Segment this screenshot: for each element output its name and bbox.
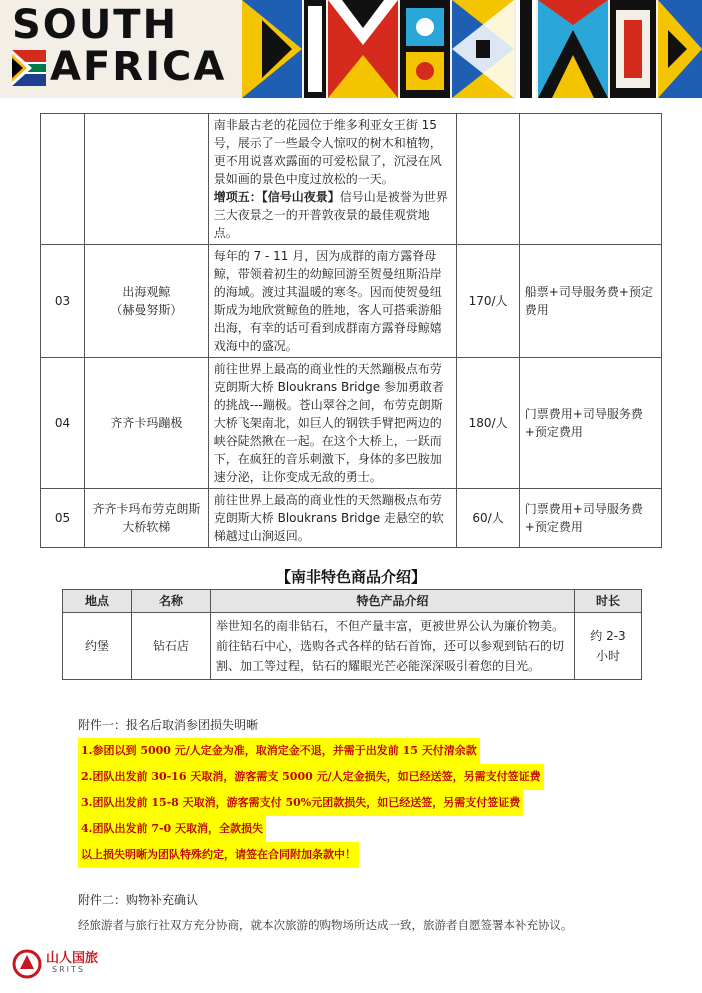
header-place: 地点	[63, 590, 132, 613]
activity-fee-includes: 门票费用+司导服务费+预定费用	[519, 358, 661, 489]
row-number: 04	[41, 358, 85, 489]
header-product-intro: 特色产品介绍	[211, 590, 575, 613]
attachment1-title: 附件一：报名后取消参团损失明晰	[78, 718, 259, 732]
extra-item-text: 信号山是被誉为世界三大夜景之一的开普敦夜景的最佳观赏地点。	[213, 190, 448, 240]
company-name-en: SRITS	[52, 965, 85, 974]
activity-description	[208, 114, 457, 245]
activity-description	[208, 489, 457, 548]
activity-fee-includes: 船票+司导服务费+预定费用	[519, 245, 661, 358]
south-africa-logo	[12, 2, 227, 90]
table-row	[63, 613, 642, 680]
activity-description-text: 南非最古老的花园位于维多利亚女王街 15号，展示了一些最令人惊叹的树木和植物，更不用说喜欢露面的可爱松鼠了，沉浸在风景如画的景色中度过放松的一天。	[213, 118, 442, 186]
activity-description-text: 前往世界上最高的商业性的天然蹦极点布劳克朗斯大桥 Bloukrans Bridge 走悬空的软梯越过山涧返回。	[213, 493, 444, 543]
company-logo	[12, 947, 102, 983]
activity-name: 齐齐卡玛蹦极	[84, 358, 208, 489]
cancellation-term-4: 4.团队出发前 7-0 天取消，全款损失	[78, 816, 266, 842]
header-duration: 时长	[575, 590, 642, 613]
shop-name: 钻石店	[132, 613, 211, 680]
activity-price: 180/人	[457, 358, 519, 489]
activity-description-text: 前往世界上最高的商业性的天然蹦极点布劳克朗斯大桥 Bloukrans Bridge 参加勇敢者的挑战---蹦极。苍山翠谷之间，布劳克朗斯大桥飞架南北，如巨人的钢铁手臂把两边的峡谷陡然揪在一起。在这个大桥上，一跃而下，在疯狂的音乐刺激下，身体的多巴胺加速分泌，让你变成无敌的勇士。	[213, 362, 444, 484]
extra-item-label: 增项五：【信号山夜景】	[213, 190, 340, 204]
shopping-table	[62, 589, 642, 680]
activity-description-text: 每年的 7 - 11 月，因为成群的南方露脊母鲸，带领着初生的幼鲸回游至贺曼纽斯沿岸的海域。渡过其温暖的寒冬。因而使贺曼纽斯成为地欣赏鲸鱼的胜地，客人可搭乘游船出海，有幸的话可看到成群南方露脊母鲸嬉戏海中的盛况。	[213, 249, 442, 353]
optional-activities-table	[40, 113, 662, 548]
activity-price	[457, 114, 519, 245]
logo-line-south: SOUTH	[12, 2, 179, 48]
shopping-table-header	[63, 590, 642, 613]
cancellation-term-note: 以上损失明晰为团队特殊约定，请签在合同附加条款中！	[78, 842, 359, 868]
activity-price: 60/人	[457, 489, 519, 548]
shop-duration: 约 2-3 小时	[575, 613, 642, 680]
row-number: 05	[41, 489, 85, 548]
table-row	[41, 358, 662, 489]
table-row	[41, 114, 662, 245]
shop-place: 约堡	[63, 613, 132, 680]
cancellation-term-1: 1.参团以到 5000 元/人定金为准，取消定金不退，并需于出发前 15 天付清余款	[78, 738, 480, 764]
activity-price: 170/人	[457, 245, 519, 358]
cancellation-terms	[78, 738, 544, 868]
shop-description: 举世知名的南非钻石，不但产量丰富，更被世界公认为廉价物美。前往钻石中心，选购各式各样的钻石首饰，还可以参观到钻石的切割、加工等过程，钻石的耀眼光芒必能深深吸引着您的目光。	[211, 613, 575, 680]
table-row	[41, 245, 662, 358]
row-number: 03	[41, 245, 85, 358]
activity-description	[208, 358, 457, 489]
sa-flag-icon	[12, 50, 46, 86]
company-name-cn: 山人国旅	[46, 951, 99, 966]
header-banner	[0, 0, 702, 98]
attachment2-title: 附件二：购物补充确认	[78, 893, 199, 907]
activity-name: 出海观鲸 （赫曼努斯）	[84, 245, 208, 358]
company-emblem-icon	[12, 949, 42, 979]
cancellation-term-3: 3.团队出发前 15-8 天取消，游客需支付 50%元团款损失，如已经送签，另需支付签证费	[78, 790, 523, 816]
shopping-agreement-note: 经旅游者与旅行社双方充分协商，就本次旅游的购物场所达成一致，旅游者自愿签署本补充协议。	[78, 918, 573, 932]
extra-item-paragraph	[214, 188, 452, 242]
activity-description	[208, 245, 457, 358]
table-row	[41, 489, 662, 548]
activity-name: 齐齐卡玛布劳克朗斯大桥软梯	[84, 489, 208, 548]
shopping-section-title: 【南非特色商品介绍】	[275, 568, 426, 586]
logo-line-africa: AFRICA	[50, 44, 227, 90]
activity-fee-includes	[519, 114, 661, 245]
header-name: 名称	[132, 590, 211, 613]
cancellation-term-2: 2.团队出发前 30-16 天取消，游客需支 5000 元/人定金损失，如已经送签，另需支付签证费	[78, 764, 544, 790]
tribal-pattern-decoration	[232, 0, 702, 98]
row-number	[41, 114, 85, 245]
activity-fee-includes: 门票费用+司导服务费+预定费用	[519, 489, 661, 548]
activity-name	[84, 114, 208, 245]
